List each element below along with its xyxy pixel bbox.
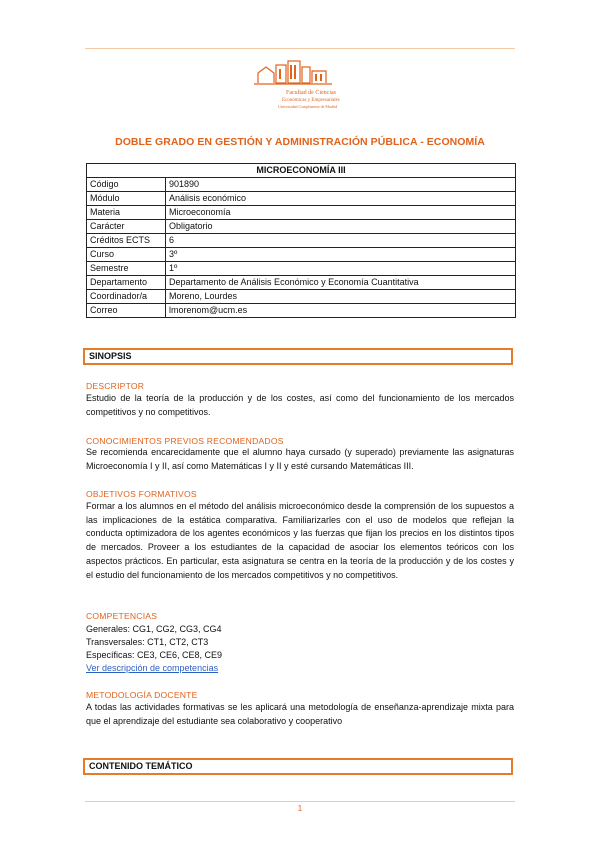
degree-title: DOBLE GRADO EN GESTIÓN Y ADMINISTRACIÓN PÚBLICA - ECONOMÍA [115,136,485,148]
top-divider [85,48,515,49]
descriptor-heading: DESCRIPTOR [86,381,145,391]
row-key: Materia [87,206,166,220]
objetivos-heading: OBJETIVOS FORMATIVOS [86,489,197,499]
metodologia-text: A todas las actividades formativas se les aplicará una metodología de enseñanza-aprendizaje mixta para que el aprendizaje del estudiante sea colaborativo y cooperativo [86,702,514,726]
row-key: Correo [87,304,166,318]
page-number: 1 [297,804,303,813]
row-value: 901890 [166,178,516,192]
table-row [87,234,516,248]
svg-text:Universidad Complutense de Mad: Universidad Complutense de Madrid [278,104,338,109]
table-row [87,178,516,192]
table-row [87,206,516,220]
competencias-especificas: Específicas: CE3, CE6, CE8, CE9 [86,650,223,660]
svg-text:Económicas y Empresariales: Económicas y Empresariales [282,98,340,103]
table-row [87,192,516,206]
row-value: Microeconomía [166,206,516,220]
row-value: 3º [166,248,516,262]
row-key: Código [87,178,166,192]
table-row [87,220,516,234]
descriptor-text: Estudio de la teoría de la producción y de los costes, así como del funcionamiento de los mercados competitivos y no competitivos. [86,393,514,417]
competencias-generales: Generales: CG1, CG2, CG3, CG4 [86,624,222,634]
metodologia-heading: METODOLOGÍA DOCENTE [86,690,198,700]
email-value: lmorenom@ucm.es [166,304,516,318]
svg-text:Facultad de Ciencias: Facultad de Ciencias [286,90,336,96]
row-key: Departamento [87,276,166,290]
row-value: 1º [166,262,516,276]
row-key: Carácter [87,220,166,234]
row-key: Semestre [87,262,166,276]
competencias-link[interactable]: Ver descripción de competencias [86,663,219,673]
table-row [87,248,516,262]
row-value: Departamento de Análisis Económico y Economía Cuantitativa [166,276,516,290]
row-value: Obligatorio [166,220,516,234]
row-key: Módulo [87,192,166,206]
contenido-section-title: CONTENIDO TEMÁTICO [83,758,513,775]
faculty-logo [252,57,340,115]
table-row [87,262,516,276]
objetivos-text: Formar a los alumnos en el método del análisis microeconómico desde la comprensión de los supuestos a las implicaciones de la estática comparativa. Familiarizarles con el uso de modelos que reflejan la conducta optimizadora de los agentes económicos y las fuerzas que fijan los precios en los distintos tipos de mercados. Proveer a los estudiantes de la capacidad de asociar los elementos teóricos con los aspectos prácticos. En particular, esta asignatura se centra en la teoría de la producción y de los costes y el estudio del funcionamiento de los mercados competitivos y no competitivos. [86,501,514,580]
conocimientos-heading: CONOCIMIENTOS PREVIOS RECOMENDADOS [86,436,284,446]
subject-title: MICROECONOMÍA III [87,164,516,178]
conocimientos-text: Se recomienda encarecidamente que el alumno haya cursado (y superado) previamente las asignaturas Microeconomía I y II, así como Matemáticas I y II y esté cursando Matemáticas III. [86,447,514,471]
bottom-divider [85,801,515,802]
row-value: 6 [166,234,516,248]
table-row [87,276,516,290]
sinopsis-section-title: SINOPSIS [83,348,513,365]
table-row [87,290,516,304]
row-key: Coordinador/a [87,290,166,304]
table-row [87,304,516,318]
row-value: Moreno, Lourdes [166,290,516,304]
row-value: Análisis económico [166,192,516,206]
competencias-transversales: Transversales: CT1, CT2, CT3 [86,637,209,647]
subject-info-table [86,163,516,318]
competencias-heading: COMPETENCIAS [86,611,158,621]
row-key: Créditos ECTS [87,234,166,248]
row-key: Curso [87,248,166,262]
